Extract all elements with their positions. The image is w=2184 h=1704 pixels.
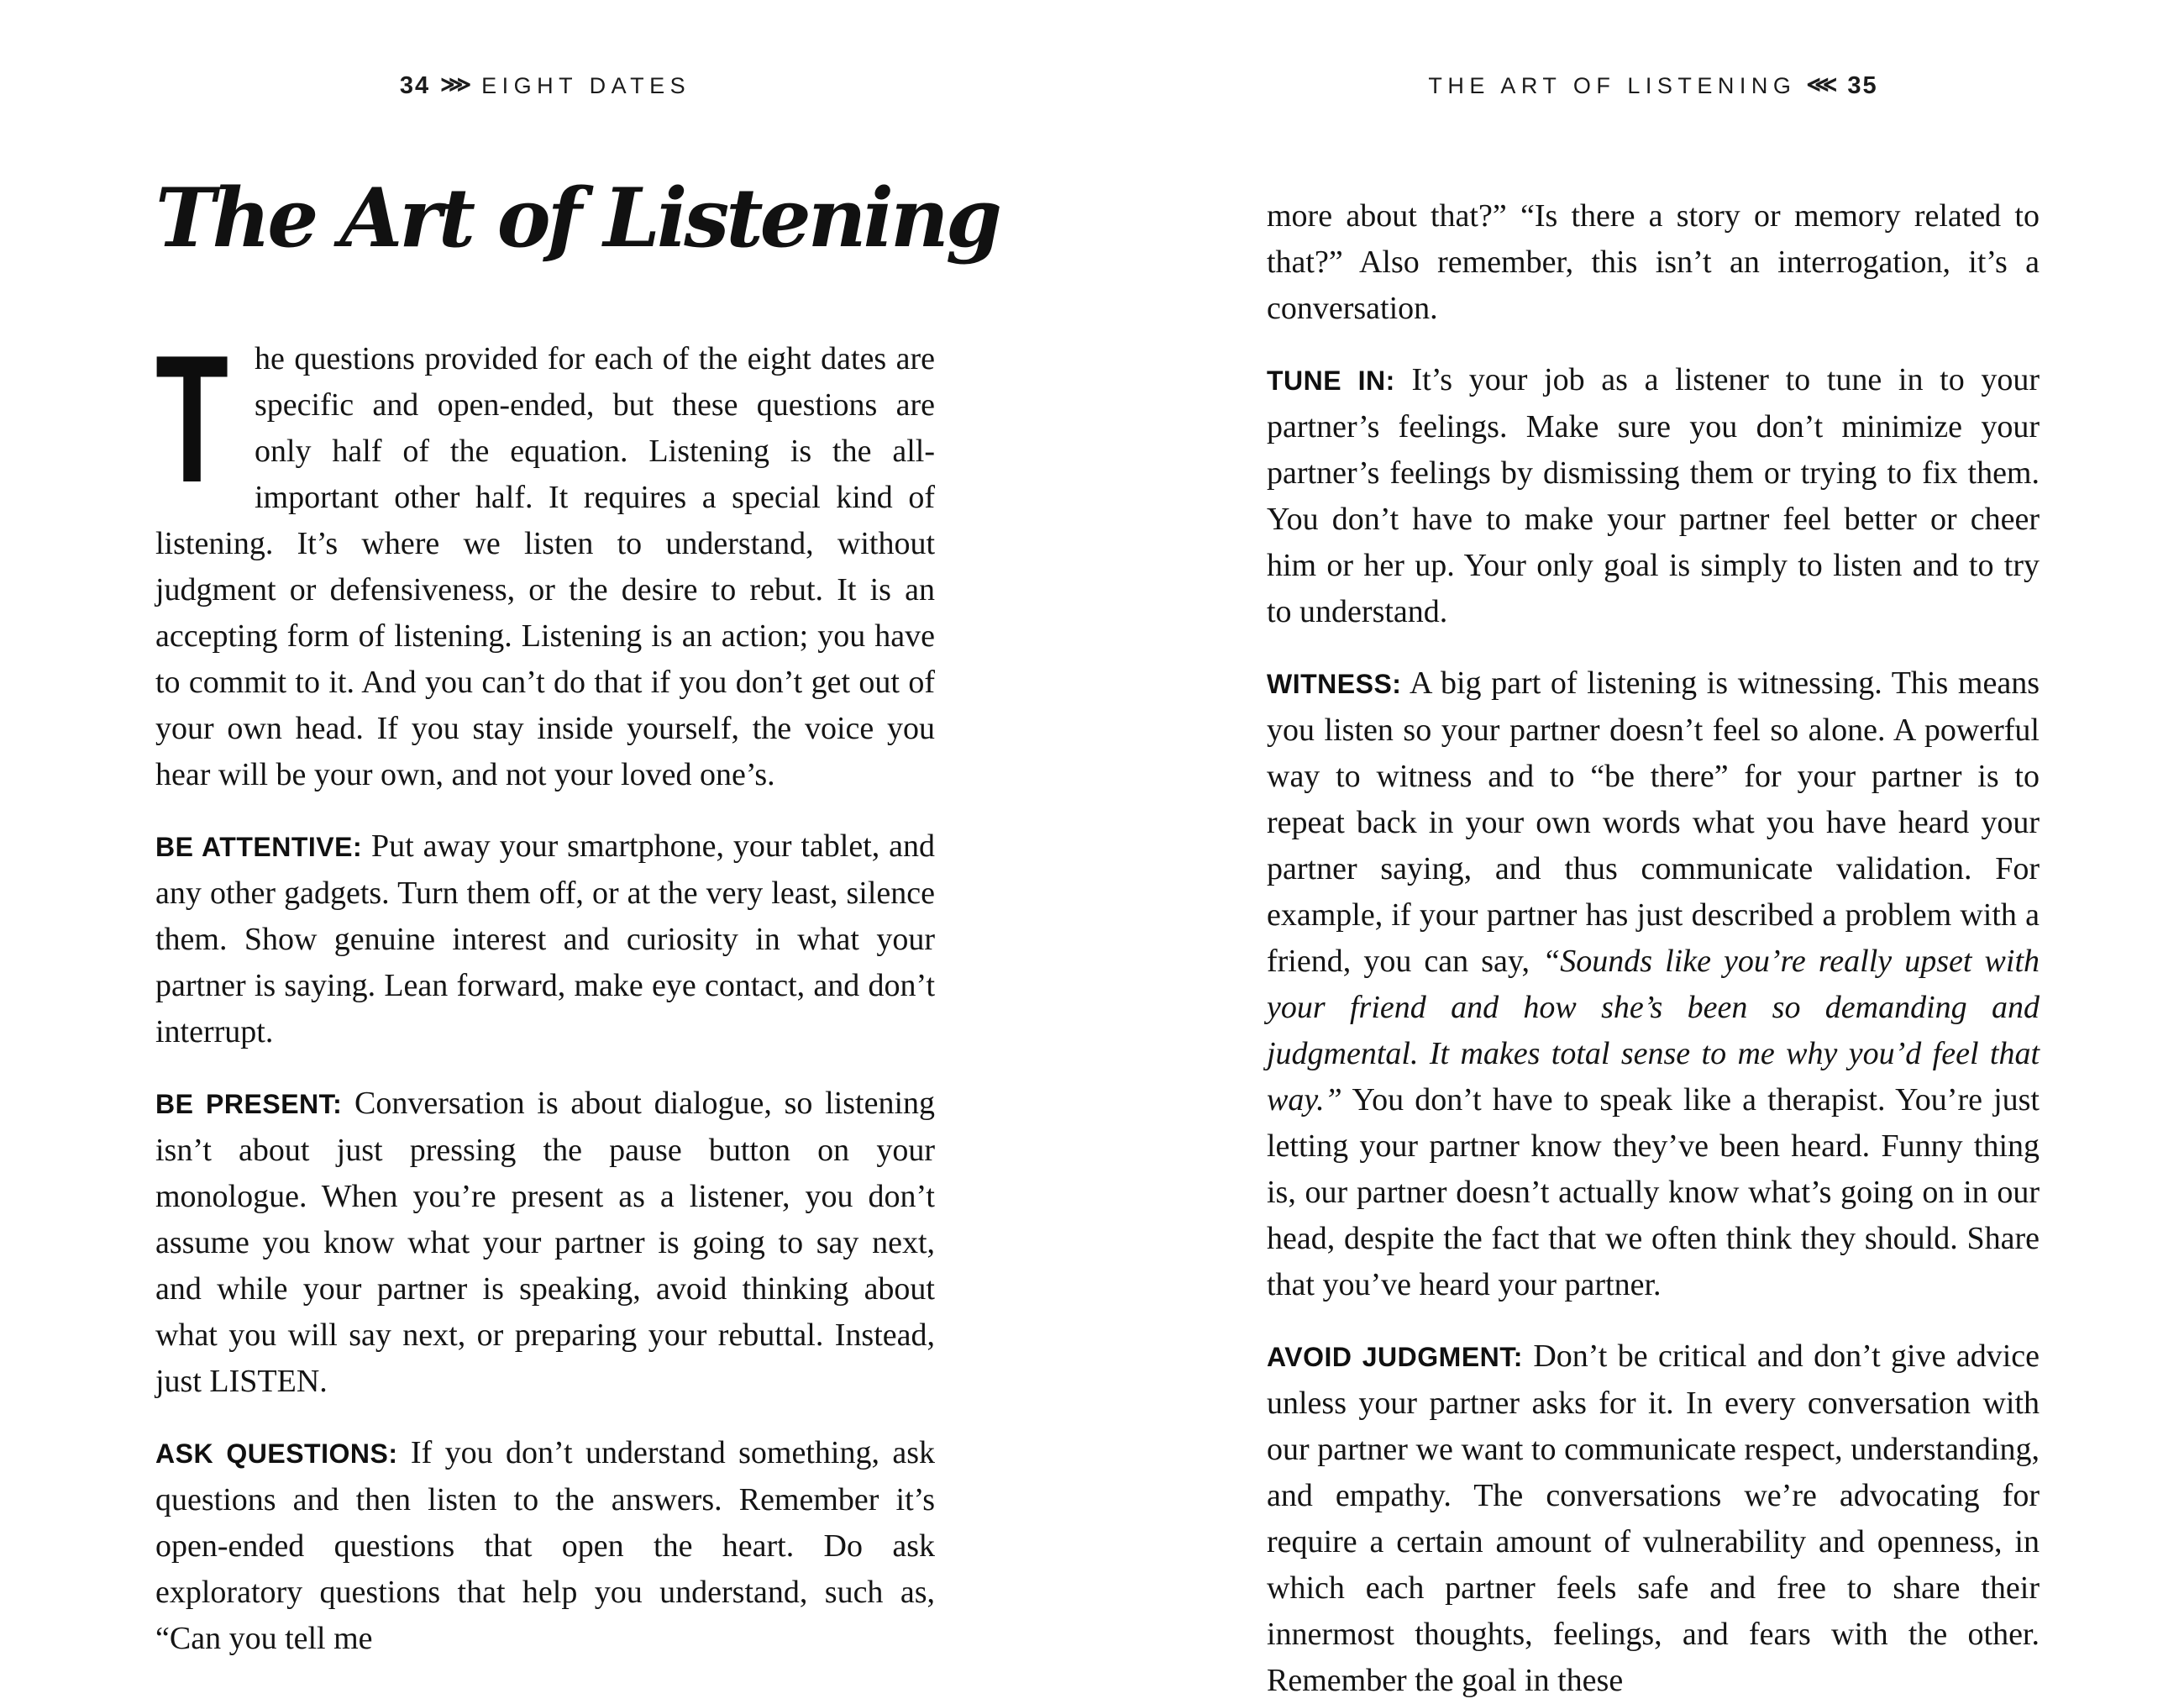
paragraph-label: BE PRESENT: [155,1089,343,1119]
left-page [155,0,999,1662]
chapter-title-script: The Art of Listening [155,171,999,266]
avoid-judgment-paragraph [1267,1333,2040,1704]
right-page [1267,0,2040,1704]
left-paragraphs-container [155,823,935,1662]
continuation-paragraph [1267,193,2040,332]
ask-questions-paragraph [155,1430,935,1662]
paragraph-label: TUNE IN: [1267,366,1395,396]
paragraph-text: Don’t be critical and don’t give advice unless your partner asks for it. In every conversation with our partner we want to communicate respect, understanding, and empathy. The conversations we’re advocating for require a certain amount of vulnerability and openness, in which each partner feels safe and free to share their innermost thoughts, feelings, and fears with the other. Remember the goal in these [1267,1338,2040,1698]
triple-chevron-right-icon: ⋙ [440,71,472,97]
book-title: EIGHT DATES [481,73,691,98]
be-present-paragraph [155,1081,935,1405]
intro-paragraph [155,317,935,798]
be-attentive-paragraph [155,823,935,1055]
right-running-head [1267,72,2040,100]
triple-chevron-left-icon: ⋘ [1806,71,1838,97]
chapter-title-running: THE ART OF LISTENING [1428,73,1797,98]
paragraph-label: ASK QUESTIONS: [155,1438,398,1469]
tune-in-paragraph [1267,357,2040,635]
paragraph-text: A big part of listening is witnessing. This means you listen so your partner doesn’t feel so alone. A powerful way to witness and to “be there” for your partner is to repeat back in your own words what you have heard your partner saying, and thus communicate validation. For example, if your partner has just described a problem with a friend, you can say, [1267,665,2040,979]
paragraph-label: BE ATTENTIVE: [155,832,363,862]
paragraph-label: WITNESS: [1267,669,1402,699]
dropcap-letter: T [155,317,229,520]
right-paragraphs-container [1267,0,2040,1704]
paragraph-text: Conversation is about dialogue, so listening isn’t about just pressing the pause button on your monologue. When you’re present as a listener, you don’t assume you know what your partner is going to say next, and while your partner is speaking, avoid thinking about what you will say next, or preparing your rebuttal. Instead, just LISTEN. [155,1086,936,1399]
quoted-example-text: “Sounds like you’re really upset with your friend and how she’s been so demanding and judgmental. It makes total sense to me why you’d feel that way.” [1267,944,2040,1118]
paragraph-text: It’s your job as a listener to tune in to your partner’s feelings. Make sure you don’t minimize your partner’s feelings by dismissing them or trying to fix them. You don’t have to make your partner feel better or cheer him or her up. Your only goal is simply to listen and to try to understand. [1267,362,2040,629]
left-page-number: 34 [399,72,431,99]
paragraph-text: If you don’t understand something, ask questions and then listen to the answers. Remember it’s open-ended questions that open the heart. Do ask exploratory questions that help you understand, such as, “Can you tell me [155,1435,936,1656]
right-page-number: 35 [1847,72,1878,99]
paragraph-text: You don’t have to speak like a therapist. You’re just letting your partner know they’ve been heard. Funny thing is, our partner doesn’t actually know what’s going on in our head, despite the fact that we often think they should. Share that you’ve heard your partner. [1267,1082,2040,1302]
left-running-head [155,72,935,100]
witness-paragraph [1267,660,2040,1308]
intro-paragraph-text: he questions provided for each of the eight dates are specific and open-ended, but these questions are only half of the equation. Listening is the all-important other half. It requires a special kind of listening. It’s where we listen to understand, without judgment or defensiveness, or the desire to rebut. It is an accepting form of listening. Listening is an action; you have to commit to it. And you can’t do that if you don’t get out of your own head. If you stay inside yourself, the voice you hear will be your own, and not your loved one’s. [155,341,935,792]
paragraph-text: Put away your smartphone, your tablet, and any other gadgets. Turn them off, or at the very least, silence them. Show genuine interest and curiosity in what your partner is saying. Lean forward, make eye contact, and don’t interrupt. [155,828,936,1049]
paragraph-text: more about that?” “Is there a story or memory related to that?” Also remember, this isn’t an interrogation, it’s a conversation. [1267,198,2040,326]
paragraph-label: AVOID JUDGMENT: [1267,1342,1523,1372]
